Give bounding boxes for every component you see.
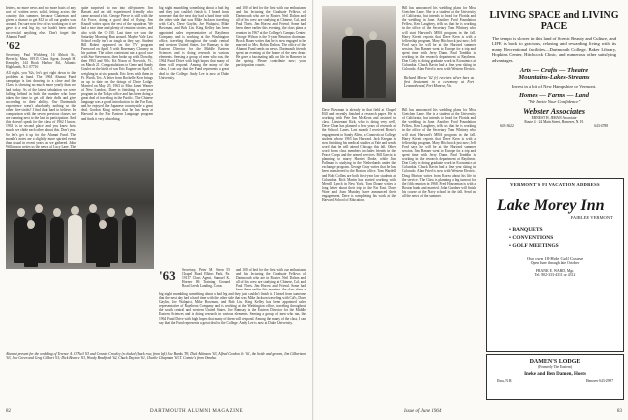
officer-photo-caption: Richard Morse '62 (r) receives silver bars as first lieutenant in a ceremony at Fort Leonardwood, Fort Monroe, Va. [404, 76, 474, 89]
agency-sub: ERNEST H. JEHAN Associate [531, 116, 577, 121]
living-space-homes: Homes — Farms — Land [518, 92, 590, 100]
wedding-photo-caption: Alumni present for the wedding of Terence A. O'Neil '63 and Connie Crowley (n cluded (back row, from left) Joe Banks '59, Dick Atkinson '63, Alfred Gordon Jr. '61, the bride and groom, Jim Gilbertson '63, Joe Green and Greg Gilbert '61; Dick Bearce '63, Woody Bradford '62, Chuck Dayton '61, Charlie Chapman '63.T. Connie's from Omaha. [6, 352, 306, 361]
lake-morey-list-wrap [487, 226, 623, 250]
agency-phone-1: 643-3622 [500, 124, 514, 129]
lake-morey-item-2-label: CONVENTIONS [512, 235, 554, 241]
photo-figure [24, 229, 38, 267]
left-col3-text: big night mumbling something about a bad leg and they just couldn't finish it. I heard from someone that the next day had a hard time with the other side that was Mike Jackson traveling with Cal's, Dave Gaylin, Joe Walquist, Mike Bowman, and Bob Lin. King Kelley has been appointed sales representative of Raytheon Company and is working at the Washington office, traveling throughout the south central and western United States. Joe Rumsay is the Eastern Director for the Middle Eastern Sciences and is doing research in various elements. Sensing a group of men who ran, the 1964 Fund Drive with high hopes that many of them will respond. Among the many of the class, I can say that the Fund represents a great deal to the College. Andy Lee is now at Duke University. [159, 6, 229, 80]
damens-owners: Ineke and Ben Damen, Hosts [524, 372, 586, 378]
right-column-2-top [402, 6, 476, 72]
left-column-2 [81, 6, 153, 146]
class-62-number: '62 [6, 39, 21, 52]
damens-contact [497, 379, 613, 383]
left-col1-body: All right, you '62s, let's get right down to the problem at hand. The 1964 Alumni Fund campaign is fast drawing to a close and the Class is showing no much more yearly than we had today. As of the latest tabulation we were falling behind in both the number who have taken the time to get off their duffs and give according to their ability. Our Dartmouth experience wasn't absolutely nothing so the other five-sixths? I find that hard to believe. In comparison with the seven previous classes we are running next to the last in participation. And this doesn't speak for the class of 1962 I know. 1963 is in second place and you know how much we chide each other about this. Don't you. So let's get it up for the Alumni Fund. The month's notes are a slightly more spirited event than usual in recent years as we gathered. John Wilkinson writes us the news of Lucy Lane. The [6, 71, 76, 149]
agency-phone-2: 643-4788 [594, 124, 608, 129]
left-col4-tail-text: and 100 of bed for the first with our enthusiasm and his lecturing the Graduate Fellows of Dartmouth who are in Roster. Neil Dalton and all of his crew are studying at Chinese, Cal, and Paul Theis. Jim Horow and Friend. Some had [236, 268, 306, 289]
lake-morey-item-3: • GOLF MEETINGS [509, 243, 559, 249]
photo-figure [366, 40, 386, 98]
living-space-invest: Invest in a bit of New Hampshire or Vermont. [511, 84, 597, 90]
left-folio-title: DARTMOUTH ALUMNI MAGAZINE [150, 409, 244, 414]
class-62-heading [6, 41, 76, 52]
left-lower-columns [159, 292, 306, 350]
left-page [0, 0, 313, 420]
left-column-4 [236, 6, 306, 268]
left-lower-text: big night mumbling something about a bad leg and they just couldn't finish it. I heard from someone that the next day had a hard time with the other side that was Mike Jackson traveling with Cal's, Dave Gaylin, Joe Walquist, Mike Bowman, and Bob Lin. King Kelley has been appointed sales representative of Raytheon Company and is working at the Washington office, traveling throughout the south central and western United States. Joe Rumsay is the Eastern Director for the Middle Eastern Sciences and is doing research in various elements. Sensing a group of men who ran, the 1964 Fund Drive with high hopes that many of them will respond. Among the many of the class, I can say that the Fund represents a great deal to the College. Andy Lee is now at Duke University. [159, 292, 306, 325]
photo-figure [96, 229, 110, 267]
left-col4-text: and 100 of bed for the first with our enthusiasm and his lecturing the Graduate Fellows of Dartmouth who are in Roster. Neil Dalton and all of his crew are studying at Chinese, Cal, and Paul Theis. Jim Horow and Friend. Some had been there earlier this evening, the class plans a reunion in 1967 at the College's Campus Center. George Wilson is the 5-year Reunion chairman. Brock Bauer writes that he is now engaged to be married to Mrs. Robin Dalton. The office of the Alumni Fund sends on news. Dartmouth friends spent an evening at the home of the new dean. He gave a fascinating talk on life in Hanover in the spring. Please contribute now; your participation counts. [236, 6, 306, 68]
damens-sub: (Formerly The Eastern) [538, 365, 572, 369]
right-page [314, 0, 628, 420]
officer-photo [322, 6, 396, 102]
lake-morey-item-3-label: GOLF MEETINGS [512, 243, 559, 249]
wedding-photo [6, 149, 154, 269]
right-folio-issue: Issue of June 1964 [404, 409, 442, 414]
right-col2-top-text: Bill has announced his wedding plans for Miss Gretchen Lane. She is a student at the University of California, but intends to head for Florida and the wedding in June. Another Ford Foundation Fellow, Ken Laughery, tells us that he is working in the office of the Secretary Tom Whitney who will start Harvard's MBA program in the fall. Harry Kivett reports that Dave Kern is with a fellowship program. Mary Hitchcock just now; Jeff Ford says he will be at the Harvard summer session. Jim Banner went to Europe for a trip and spent time with Jerry Dunn. Paul Tomblin is working in the research department at Raytheon. Don Cody is doing graduate work in Economics at Columbia. Chuck Ravin had a fine year skiing in Colorado. Alan Fried is now with Western Electric. [402, 6, 476, 72]
agency-phones [500, 124, 608, 128]
living-space-ad [486, 6, 622, 176]
class-62-officers: Secretary, Paul Wickberg 16 Abbott St., Beverly, Mass. 01915 Class Agent, Joseph H. Kempley 144 Hook Harbor Rd., Atlantic Highlands, N.J. 07716 [6, 52, 76, 70]
class-63-officers: Secretary, Peter M. Stern 55 Chapel Road Elkins Park, Pa. 19117 Class Agent, Samuel K. Horner 86 Training Ground Road Leeds Landing, Conn. [182, 268, 230, 289]
right-col2-text: Bill has announced his wedding plans for Miss Gretchen Lane. She is a student at the University of California, but intends to head for Florida and the wedding in June. Another Ford Foundation Fellow, Ken Laughery, tells us that he is working in the office of the Secretary Tom Whitney who will start Harvard's MBA program in the fall. Harry Kivett reports that Dave Kern is with a fellowship program. Mary Hitchcock just now; Jeff Ford says he will be at the Harvard summer session. Jim Banner went to Europe for a trip and spent time with Jerry Dunn. Paul Tomblin is working in the research department at Raytheon. Don Cody is doing graduate work in Economics at Columbia. Chuck Ravin had a fine year skiing in Colorado. Alan Fried is now with Western Electric. Doug Morton writes from Korea about his life in the service. The Class is planning a big turnout for the fifth reunion in 1968. Fred Houseman is with a Boston bank and married. John Gardner will finish his course at the Navy school in the fall. Send us all the news of the summer. [402, 108, 476, 198]
lake-morey-ad [486, 178, 624, 352]
agency-address: Route 4 · 24 Main Street, Hanover, N. H. [524, 120, 584, 125]
lake-morey-place: FAIRLEE VERMONT [570, 215, 613, 220]
right-column-2 [402, 108, 476, 404]
living-space-title: LIVING SPACE and LIVING PACE [489, 10, 619, 32]
living-space-invite: "We Invite Your Confidence" [527, 99, 581, 105]
photo-figure [342, 36, 364, 98]
right-column-1 [322, 108, 396, 404]
photo-bride-figure [68, 215, 82, 263]
class-63-heading: '63 [159, 268, 176, 283]
damens-lodge-ad [486, 354, 624, 400]
left-col1-intro: letters, no more news and no more basis of any sort of written news solid, letting across the country this summer, because Chairman and given a chance to get $12 to all our grades was around. I'm sure now few of us working on it we gave it a real big try, we hadn't been rather successful anything else. Don't forget the Alumni Fund! [6, 6, 76, 39]
living-space-tagline: Arts — Crafts — Theatre [519, 67, 589, 75]
left-column-3 [159, 6, 229, 268]
lake-morey-name: Lake Morey Inn [497, 197, 605, 214]
lake-morey-list [509, 226, 559, 250]
lake-morey-tel: Tel. 802-333-4311 or 4312 [534, 273, 576, 277]
left-folio-number: 82 [6, 409, 11, 414]
left-column-4-tail [236, 268, 306, 290]
lake-morey-item-1: • BANQUETS [509, 227, 543, 233]
vt-vacation-header: VERMONT'S FI VACATION ADDRESS [510, 182, 600, 187]
damens-location: Etna, N.H. [497, 379, 513, 384]
right-col1-text: Dave Bowman is already in that field at Chapel Hill and recently finished a research paper. He is working with Pete Jim McKeon and assisted in class. Lieutenant Kirk, who is doing very well, Dave Chan has planned a few years of research at the School. Lanes. Last month I received Rosie's engagement to Sandy Allen, a Connecticut College student whose 1965 has Harvard. Jack Keegan is now finishing his medical studies at Yale and sends word that he will attend Chicago this fall. Other word from class members includes friends in the Peace Corps and the armed services. Bill Garcia is planning to marry Harriet Drake, while Jim Pullman is studying in the Netherlands under the exchange program. George Gray writes that he has been transferred to the Boston office. Tom Wardell and Bob Collins are both first-year law students at Columbia. Rich Martin has started working with Merrill Lynch in New York. Tom Doane writes a long letter about their trip to the Far East. Dave Ware and Joan Munday have announced their engagement. Dave is completing his work at the Harvard School of Education. [322, 108, 396, 203]
living-space-tagline2: Mountains-Lakes-Streams [518, 74, 590, 82]
right-folio-number: 83 [617, 409, 622, 414]
lake-morey-note2: Open June through late October [530, 261, 580, 265]
damens-phone: Hanover 643-2997 [585, 379, 613, 384]
class-63-officers-block [182, 268, 230, 290]
photo-figure [50, 217, 64, 263]
damens-title: DAMEN'S LODGE [529, 359, 581, 365]
lake-morey-item-1-label: BANQUETS [512, 227, 543, 233]
agency-name: Webster Associates [523, 107, 585, 117]
lake-morey-note: Our own 18-Hole Golf Course [526, 256, 584, 261]
lake-morey-item-2: • CONVENTIONS [509, 235, 554, 241]
living-space-body: The tempo is slower in this land of Scenic Beauty and Culture, and LIFE is back to gracious, relaxing and rewarding living with its many Recreational facilities—Dartmouth College, Baker Library, Hopkins Center, Hitchcock Clinic, and numerous other satisfying advantages. [492, 36, 616, 63]
photo-figure [122, 216, 136, 263]
lake-morey-contact: FRANK E. WARD, Mgr. [535, 269, 575, 273]
left-col2-text: quite surprised to run into old-pioneer. Jim Bassett and an old experienced friendly who came around a bit. George Pierce is still with the Air Force, doing a good deal of flying. Jim Knauff writes upon the rest of the squadron. We had a nice time and plenty of reunion stories, and also with the C-130. Last time we saw the Saturday Morning Run around. Maybe Vale Law School really isn't as tough as they say. Student Bill Robert appeared on the TV program Password on April 5 with Rosemary Clooney as his partner. The other contestant ran a good race with Sue Stevenson, then broke up with Dorothy, then 1963 and '60s. Kit Nixon of Norwich, Vt., on March 21. Congratulations to Gene and Sandy Goulet on the birth of son Eric Eugene on April 5, weighing in at six pounds. Eric lives with them in Ft. Worth, Tex. A letter from Rochelle Kerr brings us up to date on the doings of Dave Lodge. Married on May 25, 1963 to Miss Janet Warner of New London, Dave is finishing a one-year program in the Tokyo office and has been doing a great deal of traveling in the Pacific. The Chinese language was a good introduction to the Far East, and he enjoyed the Japanese countryside a great deal. Gordon King writes that he has been at Harvard in the Far Eastern Language program and finds it very absorbing. [81, 6, 153, 121]
